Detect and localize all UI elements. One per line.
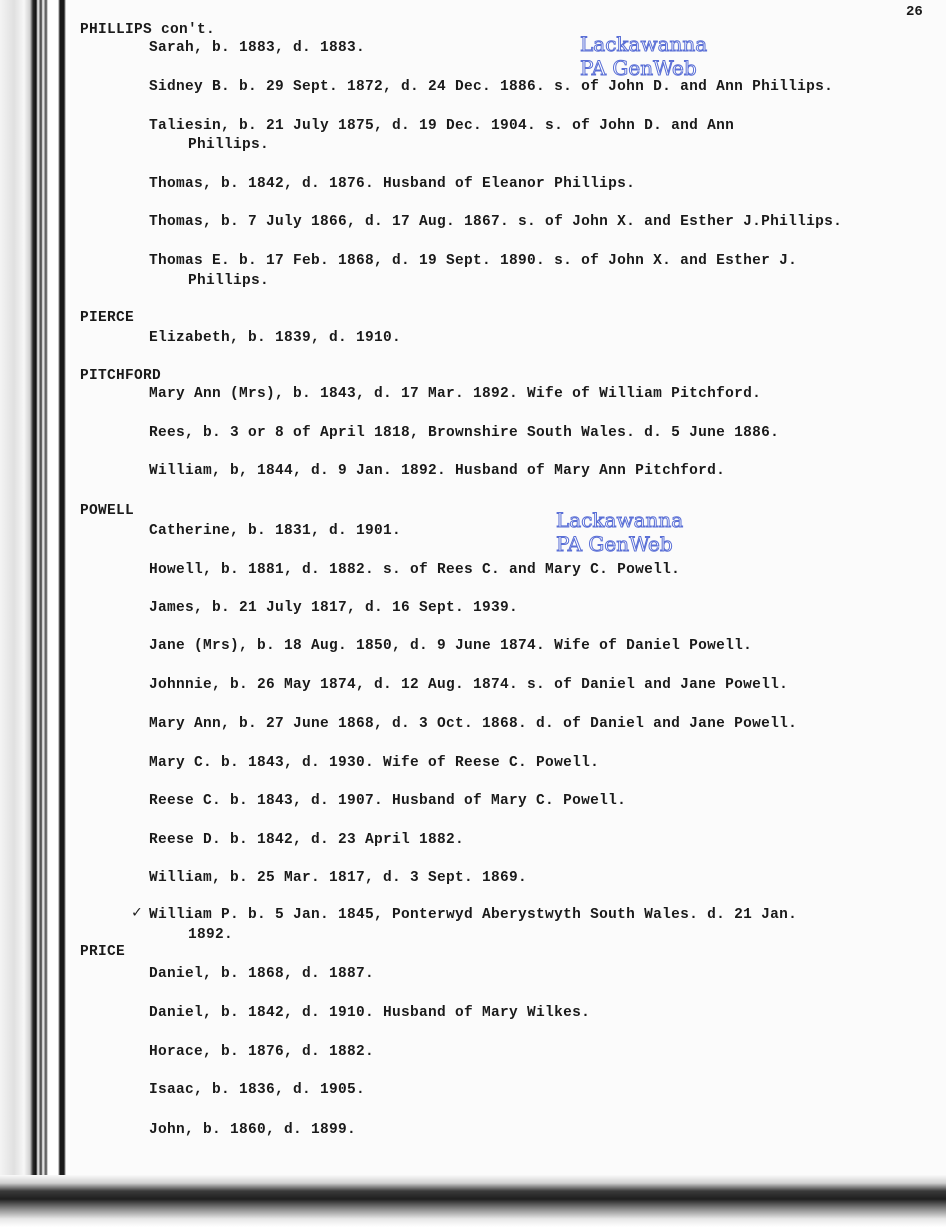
entry-phillips-taliesin: Taliesin, b. 21 July 1875, d. 19 Dec. 1904. s. of John D. and Ann bbox=[149, 118, 735, 134]
entry-price-john: John, b. 1860, d. 1899. bbox=[149, 1122, 357, 1138]
entry-powell-william-p-cont: 1892. bbox=[188, 927, 234, 943]
entry-phillips-thomas-1866: Thomas, b. 7 July 1866, d. 17 Aug. 1867. s. of John X. and Esther J.Phillips. bbox=[149, 214, 843, 230]
section-heading-phillips: PHILLIPS con't. bbox=[80, 22, 216, 38]
entry-powell-jane: Jane (Mrs), b. 18 Aug. 1850, d. 9 June 1874. Wife of Daniel Powell. bbox=[149, 638, 753, 654]
watermark-line-2: PA GenWeb bbox=[580, 56, 697, 80]
entry-phillips-thomas-1842: Thomas, b. 1842, d. 1876. Husband of Eleanor Phillips. bbox=[149, 176, 636, 192]
watermark-line-1: Lackawanna bbox=[556, 508, 684, 532]
entry-powell-reese-d: Reese D. b. 1842, d. 23 April 1882. bbox=[149, 832, 465, 848]
entry-price-horace: Horace, b. 1876, d. 1882. bbox=[149, 1044, 375, 1060]
watermark-line-1: Lackawanna bbox=[580, 32, 708, 56]
entry-phillips-thomas-e-cont: Phillips. bbox=[188, 273, 270, 289]
entry-pitchford-william: William, b, 1844, d. 9 Jan. 1892. Husband of Mary Ann Pitchford. bbox=[149, 463, 726, 479]
entry-phillips-taliesin-cont: Phillips. bbox=[188, 137, 270, 153]
entry-phillips-sarah: Sarah, b. 1883, d. 1883. bbox=[149, 40, 366, 56]
entry-powell-catherine: Catherine, b. 1831, d. 1901. bbox=[149, 523, 402, 539]
page-number: 26 bbox=[906, 4, 923, 20]
entry-powell-james: James, b. 21 July 1817, d. 16 Sept. 1939. bbox=[149, 600, 519, 616]
bottom-scan-edge bbox=[0, 1175, 946, 1227]
entry-pitchford-rees: Rees, b. 3 or 8 of April 1818, Brownshire South Wales. d. 5 June 1886. bbox=[149, 425, 780, 441]
entry-phillips-thomas-e: Thomas E. b. 17 Feb. 1868, d. 19 Sept. 1890. s. of John X. and Esther J. bbox=[149, 253, 798, 269]
entry-price-daniel-1842: Daniel, b. 1842, d. 1910. Husband of Mary Wilkes. bbox=[149, 1005, 591, 1021]
entry-powell-howell: Howell, b. 1881, d. 1882. s. of Rees C. and Mary C. Powell. bbox=[149, 562, 681, 578]
entry-pierce-elizabeth: Elizabeth, b. 1839, d. 1910. bbox=[149, 330, 402, 346]
section-heading-powell: POWELL bbox=[80, 503, 135, 519]
section-heading-pitchford: PITCHFORD bbox=[80, 368, 162, 384]
section-heading-price: PRICE bbox=[80, 944, 126, 960]
entry-price-isaac: Isaac, b. 1836, d. 1905. bbox=[149, 1082, 366, 1098]
entry-powell-william-p: William P. b. 5 Jan. 1845, Ponterwyd Aberystwyth South Wales. d. 21 Jan. bbox=[149, 907, 798, 923]
entry-pitchford-mary-ann: Mary Ann (Mrs), b. 1843, d. 17 Mar. 1892. Wife of William Pitchford. bbox=[149, 386, 762, 402]
section-heading-pierce: PIERCE bbox=[80, 310, 135, 326]
entry-phillips-sidney: Sidney B. b. 29 Sept. 1872, d. 24 Dec. 1886. s. of John D. and Ann Phillips. bbox=[149, 79, 834, 95]
watermark-top bbox=[580, 32, 707, 80]
entry-powell-johnnie: Johnnie, b. 26 May 1874, d. 12 Aug. 1874. s. of Daniel and Jane Powell. bbox=[149, 677, 789, 693]
entry-powell-mary-c: Mary C. b. 1843, d. 1930. Wife of Reese C. Powell. bbox=[149, 755, 600, 771]
check-mark-icon: ✓ bbox=[132, 904, 142, 922]
entry-powell-mary-ann: Mary Ann, b. 27 June 1868, d. 3 Oct. 1868. d. of Daniel and Jane Powell. bbox=[149, 716, 798, 732]
binding-edge bbox=[0, 0, 70, 1175]
watermark-line-2: PA GenWeb bbox=[556, 532, 673, 556]
entry-powell-william: William, b. 25 Mar. 1817, d. 3 Sept. 1869. bbox=[149, 870, 528, 886]
watermark-middle bbox=[556, 508, 683, 556]
entry-price-daniel-1868: Daniel, b. 1868, d. 1887. bbox=[149, 966, 375, 982]
entry-powell-reese-c: Reese C. b. 1843, d. 1907. Husband of Mary C. Powell. bbox=[149, 793, 627, 809]
